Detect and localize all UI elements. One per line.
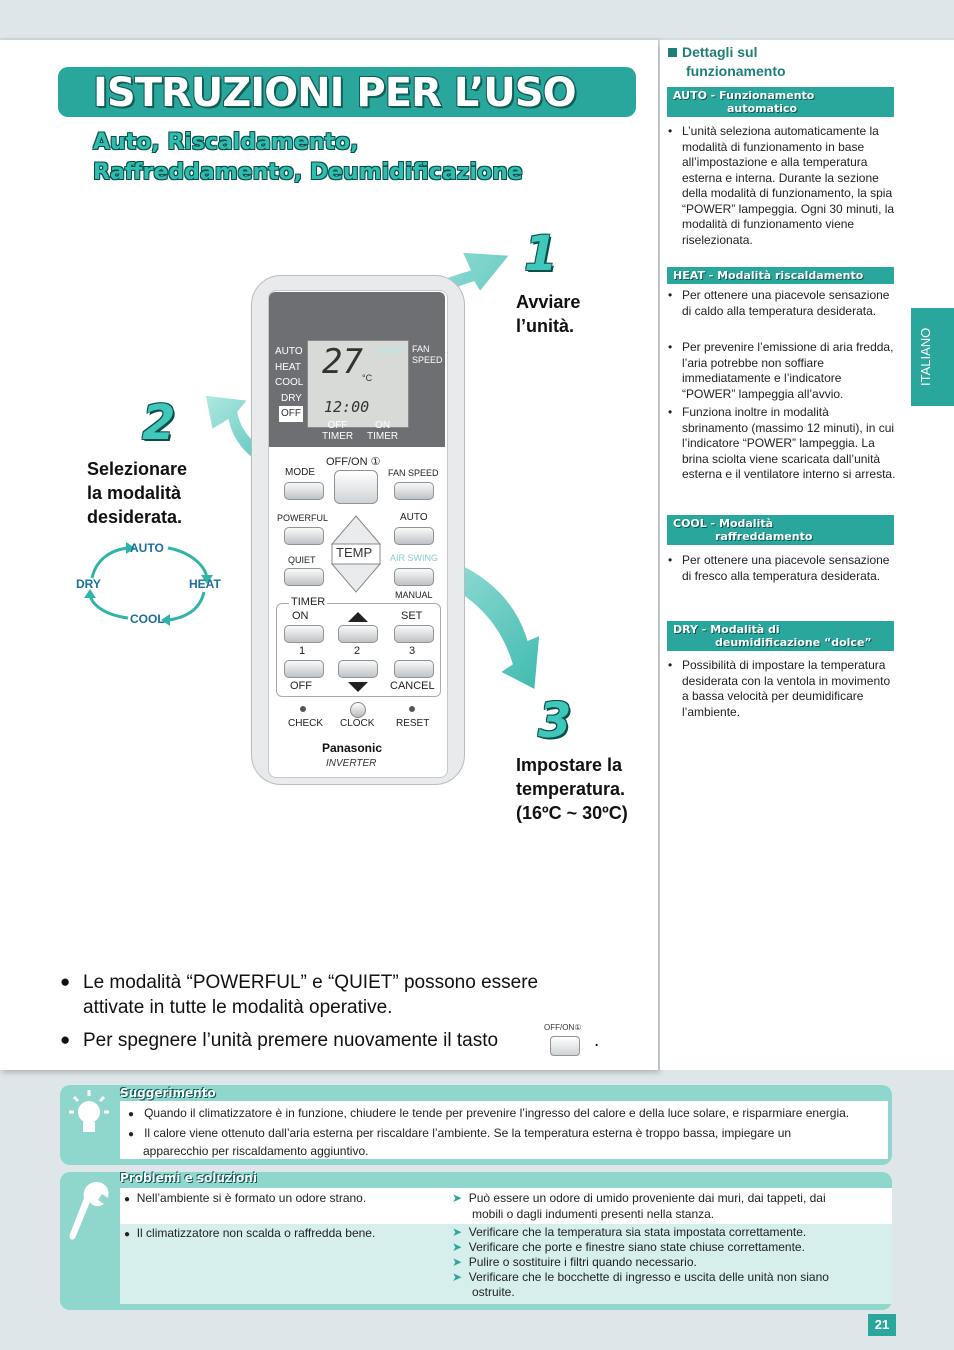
dry-head-line-1: DRY - Modalità di xyxy=(673,623,780,636)
num-1-label: 1 xyxy=(299,645,306,657)
auto-head-line-2: automatico xyxy=(727,102,798,115)
check-label: CHECK xyxy=(288,718,324,729)
mode-label: MODE xyxy=(285,467,315,478)
auto-item-1-text: L’unità seleziona automaticamente la modalità di funzionamento in base all’impostazione e alla temperatura esterna e interna. Durante la sezione della modalità di funzionamento, la spia “POWER” lampeggia. Ogni 30 minuti, la modalità di funzionamento viene riselezionata. xyxy=(682,124,895,247)
cool-head-line-1: COOL - Modalità xyxy=(673,517,774,530)
reset-button[interactable] xyxy=(409,706,415,712)
step-3-line-1: Impostare la xyxy=(516,755,623,775)
tip-item-2 xyxy=(128,1125,883,1159)
cycle-arrow-auto-heat xyxy=(168,548,207,578)
heat-item-1: • Per ottenere una piacevole sensazione di caldo alla temperatura desiderata. xyxy=(668,288,896,319)
lcd-temperature: 27 xyxy=(322,342,363,382)
power-icon: ① xyxy=(370,456,381,468)
step-3-line-3: (16ºC ~ 30ºC) xyxy=(516,803,628,823)
heat-item-1-text: Per ottenere una piacevole sensazione di caldo alla temperatura desiderata. xyxy=(682,288,890,318)
page-number: 21 xyxy=(868,1314,896,1336)
bullet-icon: ● xyxy=(60,972,71,991)
solution-2-item-4: Verificare che le bocchette di ingresso e uscita delle unità non siano xyxy=(468,1270,829,1284)
quiet-label: QUIET xyxy=(288,555,316,565)
auto-label: AUTO xyxy=(400,512,428,523)
details-heading xyxy=(668,43,786,81)
lcd-mode-list xyxy=(275,344,303,422)
dry-item-1-text: Possibilità di impostare la temperatura desiderata con la ventola in movimento a bassa velocità per deumidificare l’ambiente. xyxy=(682,658,891,719)
solution-2-item-2: Verificare che porte e finestre siano state chiuse correttamente. xyxy=(468,1240,805,1254)
cycle-dry-label: DRY xyxy=(76,577,101,591)
lcd-fan-speed-1: FAN xyxy=(412,344,430,354)
auto-button[interactable] xyxy=(394,527,434,545)
problem-1-text: Nell’ambiente si è formato un odore strano. xyxy=(136,1191,367,1205)
reset-label: RESET xyxy=(396,718,430,729)
lcd-mode-dry: DRY xyxy=(281,392,302,404)
lcd-fan-speed-2: SPEED xyxy=(412,355,443,365)
step-2-number: 2 xyxy=(142,395,176,451)
timer-on-label: ON xyxy=(292,610,309,622)
tip-item-1-text: Quando il climatizzatore è in funzione, chiudere le tende per prevenire l’ingresso del calore e della luce solare, e risparmiare energia. xyxy=(144,1106,850,1120)
cycle-arrow-cool-dry xyxy=(90,595,128,618)
bullet-icon: ● xyxy=(60,1030,71,1049)
arrow-right-icon: ➤ xyxy=(452,1270,463,1284)
timer-set-label: SET xyxy=(401,610,423,622)
num-2-label: 2 xyxy=(354,645,361,657)
temp-up-button xyxy=(332,516,380,544)
off-timer-label xyxy=(322,420,353,442)
air-swing-button[interactable] xyxy=(394,568,434,586)
dry-item-1: • Possibilità di impostare la temperatura desiderata con la ventola in movimento a bassa velocità per deumidificare l’ambiente. xyxy=(668,658,896,720)
timer-label: TIMER xyxy=(291,596,326,608)
inline-off-on-label xyxy=(544,1023,581,1032)
cycle-cool-label: COOL xyxy=(130,612,165,626)
timer-on-button[interactable] xyxy=(284,625,324,643)
off-timer-line-1: OFF xyxy=(327,420,348,431)
air-swing-label: AIR SWING xyxy=(390,553,439,563)
subtitle-line-1: Auto, Riscaldamento, xyxy=(93,130,359,155)
tip-item-1 xyxy=(128,1105,883,1123)
timer-off-button[interactable] xyxy=(284,660,324,678)
heat-item-2: • Per prevenire l’emissione di aria fredda, l’aria potrebbe non soffiare immediatamente e l’indicatore “POWER” lampeggia all’avvio. xyxy=(668,340,896,402)
square-bullet-icon xyxy=(668,48,677,57)
off-on-button[interactable] xyxy=(334,470,378,504)
step-3-number: 3 xyxy=(538,693,572,749)
arrow-right-icon: ➤ xyxy=(452,1240,463,1254)
timer-cancel-label: CANCEL xyxy=(390,680,435,692)
heat-section-header: HEAT - Modalità riscaldamento xyxy=(667,267,894,284)
model-label: INVERTER xyxy=(326,758,377,769)
tip-item-2-line-2: apparecchio per riscaldamento aggiuntivo. xyxy=(143,1144,369,1158)
solution-1-line-2: mobili o dagli indumenti presenti nella stanza. xyxy=(472,1207,715,1221)
bullet-icon: ● xyxy=(128,1109,135,1120)
subtitle-line-2: Raffreddamento, Deumidificazione xyxy=(93,160,523,185)
solution-1-line-1: Può essere un odore di umido proveniente dai muri, dai tappeti, dai xyxy=(468,1191,826,1205)
cool-section-header xyxy=(667,515,894,545)
manual-label: MANUAL xyxy=(395,590,433,600)
step-2-line-2: la modalità xyxy=(87,483,182,503)
step-3-line-2: temperatura. xyxy=(516,779,626,799)
lcd-mode-cool: COOL xyxy=(275,377,304,388)
wrench-icon xyxy=(66,1178,112,1248)
on-timer-label xyxy=(367,420,398,442)
step-2-line-3: desiderata. xyxy=(87,507,183,527)
language-tab-label: ITALIANO xyxy=(918,327,933,387)
bullet-icon: ● xyxy=(128,1129,135,1140)
check-button[interactable] xyxy=(300,706,306,712)
cool-item-1: • Per ottenere una piacevole sensazione di fresco alla temperatura desiderata. xyxy=(668,553,896,584)
step-1-number: 1 xyxy=(524,226,558,282)
details-heading-line-2: funzionamento xyxy=(686,63,786,79)
heat-item-2-text: Per prevenire l’emissione di aria fredda, l’aria potrebbe non soffiare immediatamente e l’indicatore “POWER” lampeggia all’avvio. xyxy=(682,340,894,401)
mode-button[interactable] xyxy=(284,482,324,500)
arrow-right-icon: ➤ xyxy=(452,1191,463,1205)
problem-1 xyxy=(124,1190,444,1208)
temp-down-button xyxy=(332,564,380,592)
lcd-mode-off: OFF xyxy=(279,406,303,422)
clock-button[interactable] xyxy=(350,702,366,718)
heat-item-3-text: Funziona inoltre in modalità sbrinamento (massimo 12 minuti), in cui l’indicatore “POWER” lampeggia. La brina sciolta viene scaricata dall’unità esterna e il ventilatore interno si arresta. xyxy=(682,405,896,481)
note-1 xyxy=(60,970,640,1020)
off-on-label xyxy=(326,455,381,468)
note-2-end: . xyxy=(594,1030,600,1051)
step-1-label xyxy=(516,290,580,338)
auto-head-line-1: AUTO - Funzionamento xyxy=(673,89,815,102)
clock-label: CLOCK xyxy=(340,718,375,729)
cycle-heat-label: HEAT xyxy=(189,577,221,591)
auto-section-header xyxy=(667,87,894,117)
solution-2 xyxy=(452,1225,882,1300)
problem-2 xyxy=(124,1225,444,1243)
bullet-icon: ● xyxy=(124,1194,131,1205)
step-2-label xyxy=(87,457,187,529)
tip-heading: Suggerimento xyxy=(120,1086,216,1100)
arrow-down-icon xyxy=(348,682,368,692)
lcd-fan-auto: AUTO xyxy=(378,346,403,356)
step-1-line-1: Avviare xyxy=(516,292,581,312)
cycle-arrow-dry-auto xyxy=(92,548,128,578)
arrow-up-icon xyxy=(348,612,368,622)
lcd-time: 12:00 xyxy=(324,398,370,416)
note-1-line-2: attivate in tutte le modalità operative. xyxy=(83,997,393,1018)
cool-head-line-2: raffreddamento xyxy=(715,530,813,543)
lcd-fan-speed xyxy=(412,344,443,366)
timer-set-button[interactable] xyxy=(394,625,434,643)
solution-2-item-1: Verificare che la temperatura sia stata impostata correttamente. xyxy=(468,1225,807,1239)
fan-speed-button[interactable] xyxy=(394,482,434,500)
arrow-right-icon: ➤ xyxy=(452,1225,463,1239)
details-heading-line-1: Dettagli sul xyxy=(682,44,758,60)
step-3-label xyxy=(516,753,628,825)
lcd-mode-auto: AUTO xyxy=(275,346,303,357)
arrow-right-icon: ➤ xyxy=(452,1255,463,1269)
note-2-text: Per spegnere l’unità premere nuovamente il tasto xyxy=(83,1030,499,1051)
lcd-mode-heat: HEAT xyxy=(275,361,301,373)
off-timer-line-2: TIMER xyxy=(322,431,354,442)
cool-item-1-text: Per ottenere una piacevole sensazione di fresco alla temperatura desiderata. xyxy=(682,553,890,583)
auto-item-1: • L’unità seleziona automaticamente la modalità di funzionamento in base all’impostazione e alla temperatura esterna e interna. Durante la sezione della modalità di funzionamento, la spia “POWER” lampeggia. Ogni 30 minuti, la modalità di funzionamento viene riselezionata. xyxy=(668,124,895,247)
timer-down-button[interactable] xyxy=(338,660,378,678)
tip-item-2-line-1: Il calore viene ottenuto dall’aria esterna per riscaldare l’ambiente. Se la temperatura esterna è troppo bassa, impiegare un xyxy=(144,1126,792,1140)
step-2-line-1: Selezionare xyxy=(87,459,188,479)
solution-2-item-4-end: ostruite. xyxy=(472,1285,515,1299)
temp-label[interactable]: TEMP xyxy=(336,545,373,560)
step-1-line-2: l’unità. xyxy=(516,316,574,336)
timer-cancel-button[interactable] xyxy=(394,660,434,678)
problem-2-text: Il climatizzatore non scalda o raffredda bene. xyxy=(136,1226,376,1240)
brand-logo: Panasonic xyxy=(322,741,383,755)
dry-head-line-2: deumidificazione “dolce” xyxy=(715,636,872,649)
quiet-button[interactable] xyxy=(284,568,324,586)
cycle-auto-label: AUTO xyxy=(130,541,164,555)
heat-item-3: • Funziona inoltre in modalità sbrinamento (massimo 12 minuti), in cui l’indicatore “POWER” lampeggia. La brina sciolta viene scaricata dall’unità esterna e il ventilatore interno si arresta. xyxy=(668,405,896,481)
lcd-unit: °C xyxy=(362,373,373,383)
inline-power-icon: ① xyxy=(574,1023,582,1032)
note-1-line-1: Le modalità “POWERFUL” e “QUIET” possono essere xyxy=(83,972,539,993)
solution-1 xyxy=(452,1190,882,1222)
timer-off-label: OFF xyxy=(290,680,312,692)
lightbulb-icon xyxy=(64,1088,114,1142)
solution-2-item-3: Pulire o sostituire i filtri quando necessario. xyxy=(468,1255,697,1269)
inline-off-on-button xyxy=(550,1036,580,1056)
page-title: ISTRUZIONI PER L’USO xyxy=(93,70,576,116)
bullet-icon: ● xyxy=(124,1229,131,1240)
powerful-label: POWERFUL xyxy=(277,513,329,523)
fan-speed-label: FAN SPEED xyxy=(388,468,439,478)
on-timer-line-1: ON xyxy=(375,420,391,431)
inline-off-on-text: OFF/ON xyxy=(544,1023,575,1032)
problems-heading: Problemi e soluzioni xyxy=(120,1171,257,1185)
off-on-text: OFF/ON xyxy=(326,456,368,468)
timer-up-button[interactable] xyxy=(338,625,378,643)
num-3-label: 3 xyxy=(409,645,416,657)
powerful-button[interactable] xyxy=(284,527,324,545)
cycle-arrow-heat-cool xyxy=(168,592,204,620)
dry-section-header xyxy=(667,621,894,651)
on-timer-line-2: TIMER xyxy=(367,431,399,442)
